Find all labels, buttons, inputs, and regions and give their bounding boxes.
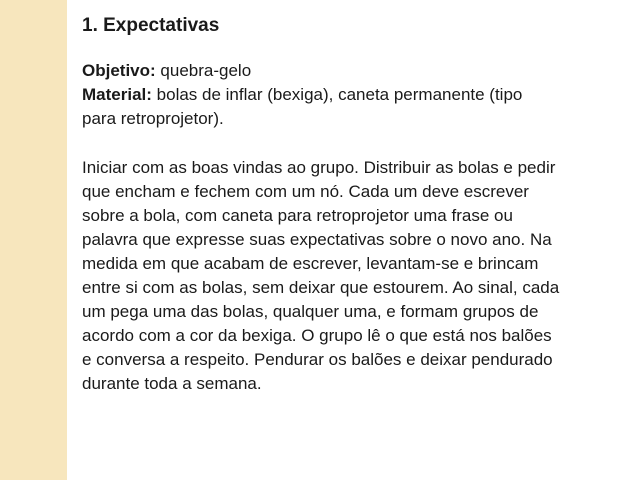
paragraph-line: acordo com a cor da bexiga. O grupo lê o que está nos balões: [82, 326, 552, 345]
material-value-line-1: bolas de inflar (bexiga), caneta permanente (tipo: [156, 85, 523, 104]
paragraph-line: que encham e fechem com um nó. Cada um deve escrever: [82, 182, 529, 201]
objetivo-label: Objetivo:: [82, 61, 156, 80]
paragraph-line: Iniciar com as boas vindas ao grupo. Distribuir as bolas e pedir: [82, 158, 556, 177]
material-label: Material:: [82, 85, 152, 104]
objetivo-value: quebra-gelo: [160, 61, 252, 80]
paragraph-line: medida em que acabam de escrever, levantam-se e brincam: [82, 254, 539, 273]
slide-title: 1. Expectativas: [82, 15, 220, 36]
paragraph-line: entre si com as bolas, sem deixar que estourem. Ao sinal, cada: [82, 278, 560, 297]
paragraph-line: durante toda a semana.: [82, 374, 262, 393]
paragraph-line: e conversa a respeito. Pendurar os balões e deixar pendurado: [82, 350, 553, 369]
material-line-2: [82, 107, 630, 131]
paragraph-line: um pega uma das bolas, qualquer uma, e formam grupos de: [82, 302, 539, 321]
paragraph-line: palavra que expresse suas expectativas sobre o novo ano. Na: [82, 230, 552, 249]
material-line: [82, 83, 630, 107]
slide-content: [82, 14, 630, 396]
decorative-left-band: [0, 0, 67, 480]
instructions-paragraph: [82, 156, 630, 396]
material-value-line-2: para retroprojetor).: [82, 109, 224, 128]
paragraph-line: sobre a bola, com caneta para retroprojetor uma frase ou: [82, 206, 513, 225]
objetivo-line: [82, 59, 630, 83]
